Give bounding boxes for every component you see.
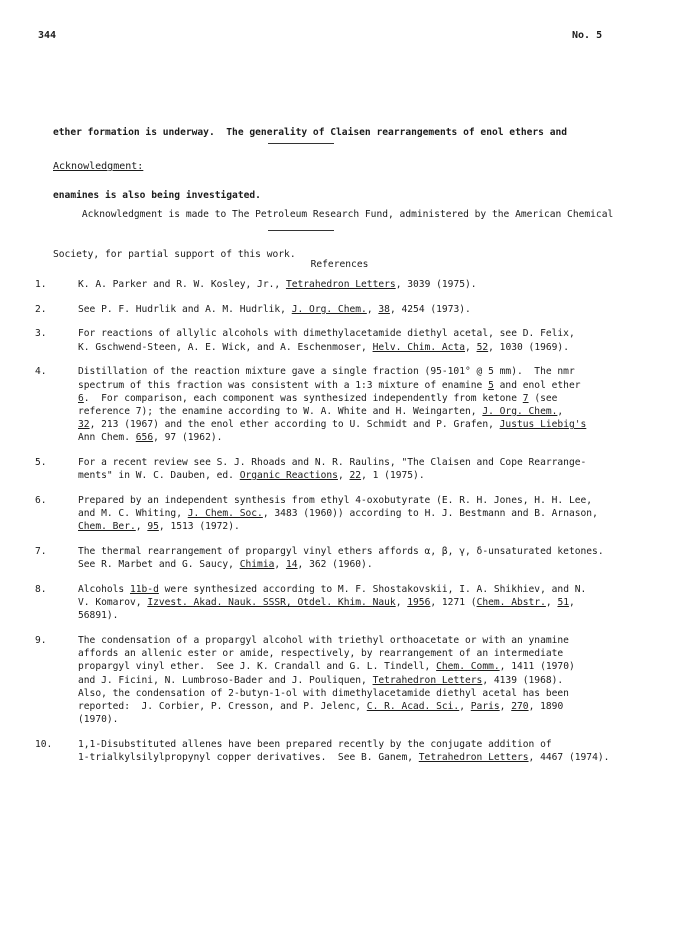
citation-text: The thermal rearrangement of propargyl vinyl ethers affords α, β, γ, δ-unsaturated ketones. <box>78 546 604 558</box>
citation-text: 56891). <box>78 610 119 622</box>
underlined-citation: Chimia <box>239 559 275 571</box>
reference-number: 6. <box>35 494 47 506</box>
citation-text: , 1 (1975). <box>361 470 425 482</box>
reference-number: 10. <box>35 738 53 750</box>
reference-text <box>78 738 635 764</box>
section-divider <box>268 143 334 144</box>
reference-text <box>78 303 635 316</box>
reference-text <box>78 583 635 623</box>
reference-item <box>35 327 635 353</box>
reference-line <box>78 738 635 751</box>
citation-text: For reactions of allylic alcohols with dimethylacetamide diethyl acetal, see D. Felix, <box>78 328 575 340</box>
reference-line <box>78 469 635 482</box>
citation-text: K. Gschwend-Steen, A. E. Wick, and A. Eschenmoser, <box>78 341 373 353</box>
underlined-citation: 11b-d <box>129 583 159 595</box>
reference-item <box>35 738 635 764</box>
citation-text: propargyl vinyl ether. See J. K. Crandall and G. L. Tindell, <box>78 661 437 673</box>
acknowledgment-line-2: Society, for partial support of this work. <box>53 249 296 261</box>
citation-text: , <box>135 521 148 533</box>
underlined-citation: Chem. Comm. <box>436 661 500 673</box>
underlined-citation: Izvest. Akad. Nauk. SSSR, Otdel. Khim. Nauk <box>147 597 396 609</box>
underlined-citation: 38 <box>378 303 390 315</box>
citation-text: , <box>545 597 558 609</box>
citation-text: (see <box>528 392 558 404</box>
reference-line <box>78 392 635 405</box>
intro-line-2: enamines is also being investigated. <box>53 190 261 201</box>
reference-number: 9. <box>35 635 47 647</box>
citation-text: , 1513 (1972). <box>158 521 240 533</box>
citation-text: Ann Chem. <box>78 432 136 444</box>
citation-text: , 4139 (1968). <box>482 674 564 686</box>
citation-text: , 97 (1962). <box>153 432 223 444</box>
citation-text: Distillation of the reaction mixture gave a single fraction (95-101° @ 5 mm). The nmr <box>78 366 575 378</box>
reference-item <box>35 545 635 571</box>
reference-line <box>78 660 635 673</box>
reference-line <box>78 596 635 609</box>
reference-line <box>78 558 635 571</box>
citation-text: 1-trialkylsilylpropynyl copper derivatives. See B. Ganem, <box>78 752 419 764</box>
acknowledgment-heading: Acknowledgment: <box>53 161 144 172</box>
reference-text <box>78 278 635 291</box>
underlined-citation: 656 <box>135 432 154 444</box>
section-divider <box>268 230 334 231</box>
underlined-citation: Paris <box>470 701 500 713</box>
reference-number: 4. <box>35 366 47 378</box>
citation-text: , 362 (1960). <box>297 559 373 571</box>
reference-line <box>78 713 635 726</box>
citation-text: , <box>557 405 564 417</box>
underlined-citation: 32 <box>78 419 90 431</box>
citation-text: reported: J. Corbier, P. Cresson, and P. Jelenc, <box>78 701 367 713</box>
citation-text: , <box>395 597 408 609</box>
citation-text: and M. C. Whiting, <box>78 508 188 520</box>
reference-item <box>35 303 635 316</box>
reference-line <box>78 520 635 533</box>
reference-item <box>35 278 635 291</box>
citation-text: See P. F. Hudrlik and A. M. Hudrlik, <box>78 303 292 315</box>
citation-text: reference 7); the enamine according to W. A. White and H. Weingarten, <box>78 405 483 417</box>
citation-text: , <box>499 701 512 713</box>
underlined-citation: Organic Reactions <box>239 470 338 482</box>
underlined-citation: 52 <box>476 341 489 353</box>
reference-text <box>78 494 635 534</box>
reference-number: 5. <box>35 457 47 469</box>
underlined-citation: 6 <box>78 392 84 404</box>
underlined-citation: Tetrahedron Letters <box>418 752 529 764</box>
underlined-citation: J. Org. Chem. <box>291 303 367 315</box>
reference-item <box>35 494 635 534</box>
citation-text: and enol ether <box>493 379 581 391</box>
citation-text: , <box>569 597 575 609</box>
underlined-citation: Justus Liebig's <box>499 419 587 431</box>
citation-text: V. Komarov, <box>78 597 148 609</box>
underlined-citation: Tetrahedron Letters <box>285 279 396 290</box>
citation-text: See R. Marbet and G. Saucy, <box>78 559 240 571</box>
reference-number: 2. <box>35 303 47 315</box>
citation-text: . For comparison, each component was synthesized independently from ketone <box>83 392 523 404</box>
underlined-citation: 51 <box>557 597 570 609</box>
reference-line <box>78 379 635 392</box>
underlined-citation: Chem. Ber. <box>78 521 136 533</box>
reference-list <box>35 278 635 776</box>
citation-text: ments" in W. C. Dauben, ed. <box>78 470 240 482</box>
reference-line <box>78 674 635 687</box>
citation-text: , 1411 (1970) <box>499 661 575 673</box>
citation-text: (1970). <box>78 714 119 726</box>
citation-text: , <box>366 303 379 315</box>
reference-line <box>78 687 635 700</box>
reference-number: 3. <box>35 328 47 340</box>
reference-text <box>78 634 635 726</box>
underlined-citation: 22 <box>349 470 362 482</box>
citation-text: K. A. Parker and R. W. Kosley, Jr., <box>78 279 286 290</box>
underlined-citation: 270 <box>511 701 529 713</box>
citation-text: Also, the condensation of 2-butyn-1-ol with dimethylacetamide diethyl acetal has been <box>78 687 569 699</box>
citation-text: , 3039 (1975). <box>395 279 477 290</box>
citation-text: , <box>274 559 286 571</box>
reference-line <box>78 327 635 340</box>
reference-line <box>78 365 635 378</box>
reference-text <box>78 545 635 571</box>
citation-text: The condensation of a propargyl alcohol with triethyl orthoacetate or with an ynamine <box>78 635 569 647</box>
citation-text: , 1030 (1969). <box>488 341 569 353</box>
page-number: 344 <box>38 30 57 41</box>
citation-text: , <box>337 470 350 482</box>
underlined-citation: 5 <box>488 379 494 391</box>
reference-line <box>78 341 635 354</box>
citation-text: Alcohols <box>78 583 130 595</box>
underlined-citation: 95 <box>147 521 159 533</box>
underlined-citation: Tetrahedron Letters <box>372 674 483 686</box>
reference-item <box>35 365 635 444</box>
references-title: References <box>310 259 369 270</box>
reference-line <box>78 700 635 713</box>
citation-text: For a recent review see S. J. Rhoads and N. R. Raulins, "The Claisen and Cope Rearrange- <box>78 457 587 469</box>
citation-text: , 1890 <box>528 701 564 713</box>
citation-text: spectrum of this fraction was consistent with a 1:3 mixture of enamine <box>78 379 489 391</box>
underlined-citation: 14 <box>285 559 298 571</box>
reference-text <box>78 365 635 444</box>
underlined-citation: J. Chem. Soc. <box>187 508 263 520</box>
underlined-citation: Chem. Abstr. <box>476 597 546 609</box>
reference-item <box>35 583 635 623</box>
reference-line <box>78 545 635 558</box>
reference-line <box>78 431 635 444</box>
underlined-citation: C. R. Acad. Sci. <box>366 701 460 713</box>
citation-text: and J. Ficini, N. Lumbroso-Bader and J. Pouliquen, <box>78 674 373 686</box>
citation-text: , <box>465 341 477 353</box>
citation-text: , 1271 ( <box>430 597 477 609</box>
reference-item <box>35 456 635 482</box>
reference-line <box>78 583 635 596</box>
citation-text: Prepared by an independent synthesis from ethyl 4-oxobutyrate (E. R. H. Jones, H. H. Lee, <box>78 494 593 506</box>
reference-line <box>78 507 635 520</box>
intro-line-1: ether formation is underway. The generality of Claisen rearrangements of enol ethers and <box>53 127 568 138</box>
citation-text: , 213 (1967) and the enol ether according to U. Schmidt and P. Grafen, <box>89 419 500 431</box>
citation-text: , 4254 (1973). <box>389 303 471 315</box>
reference-item <box>35 634 635 726</box>
reference-line <box>78 418 635 431</box>
reference-number: 1. <box>35 279 47 290</box>
reference-line <box>78 634 635 647</box>
citation-text: , 4467 (1974). <box>528 752 610 764</box>
reference-line <box>78 405 635 418</box>
reference-line <box>78 278 635 291</box>
reference-line <box>78 303 635 316</box>
underlined-citation: J. Org. Chem. <box>482 405 558 417</box>
reference-text <box>78 456 635 482</box>
reference-number: 7. <box>35 546 47 558</box>
reference-line <box>78 609 635 622</box>
issue-number: No. 5 <box>572 30 603 41</box>
reference-line <box>78 494 635 507</box>
citation-text: were synthesized according to M. F. Shostakovskii, I. A. Shikhiev, and N. <box>158 583 587 595</box>
reference-line <box>78 647 635 660</box>
acknowledgment-line-1: Acknowledgment is made to The Petroleum Research Fund, administered by the American Chemical <box>53 209 614 221</box>
citation-text: , <box>459 701 471 713</box>
underlined-citation: 1956 <box>407 597 431 609</box>
reference-number: 8. <box>35 583 47 595</box>
citation-text: , 3483 (1960)) according to H. J. Bestmann and B. Arnason, <box>262 508 598 520</box>
reference-line <box>78 751 635 764</box>
underlined-citation: Helv. Chim. Acta <box>372 341 465 353</box>
underlined-citation: 7 <box>522 392 529 404</box>
citation-text: affords an allenic ester or amide, respectively, by rearrangement of an intermediate <box>78 648 564 660</box>
reference-text <box>78 327 635 353</box>
reference-line <box>78 456 635 469</box>
citation-text: 1,1-Disubstituted allenes have been prepared recently by the conjugate addition of <box>78 738 552 750</box>
